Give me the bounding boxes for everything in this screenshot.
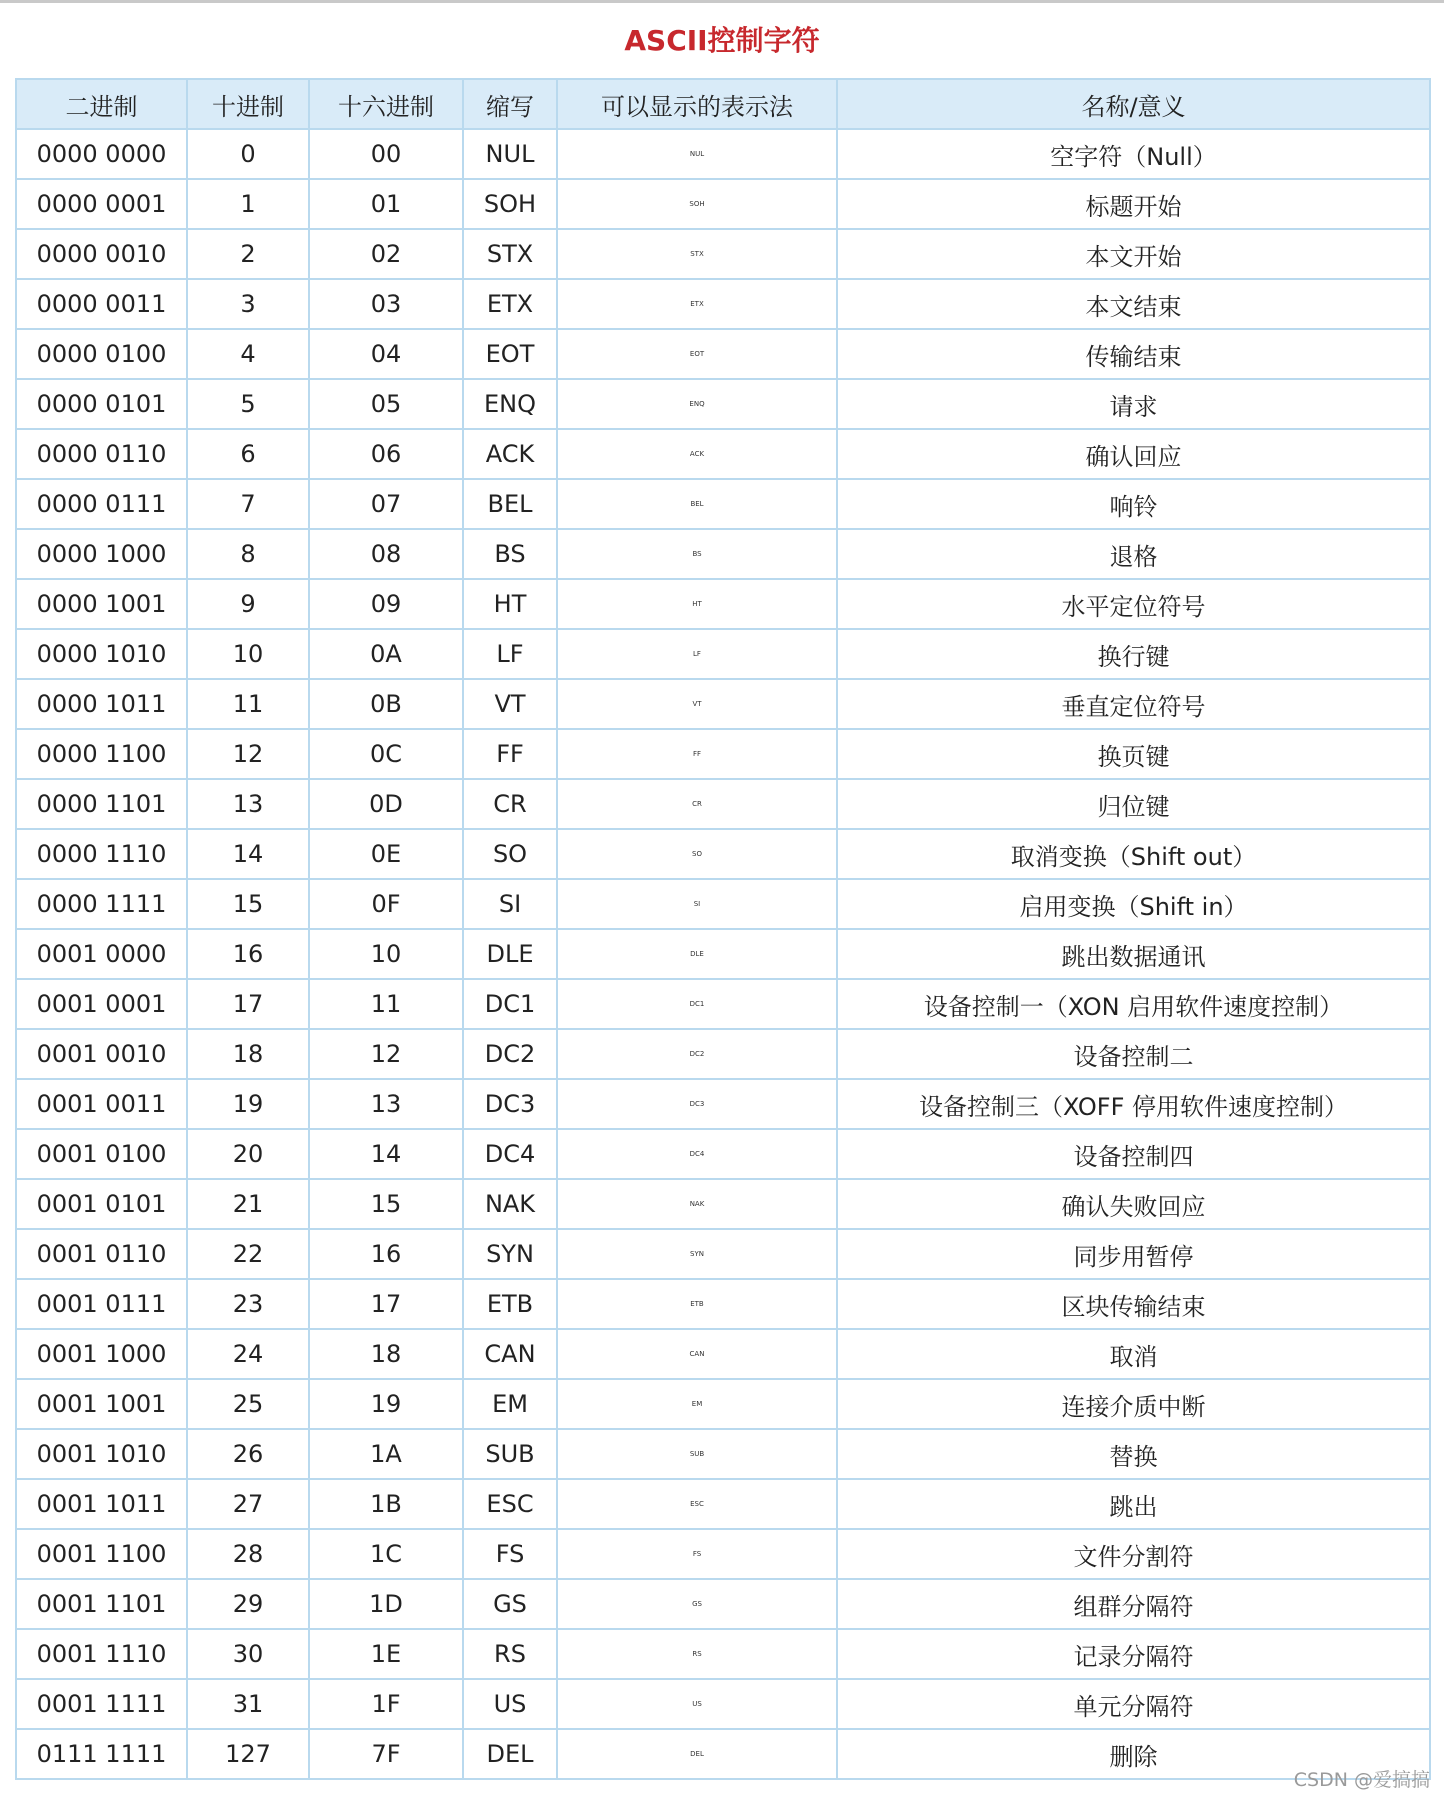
cell-meaning: 换页键 bbox=[837, 729, 1430, 779]
cell-decimal: 24 bbox=[187, 1329, 309, 1379]
cell-decimal: 14 bbox=[187, 829, 309, 879]
table-row bbox=[16, 1579, 1430, 1629]
cell-hex: 0F bbox=[309, 879, 463, 929]
cell-binary: 0000 0100 bbox=[16, 329, 187, 379]
page-title: ASCII控制字符 bbox=[624, 24, 820, 57]
table-row bbox=[16, 929, 1430, 979]
table-row bbox=[16, 229, 1430, 279]
cell-meaning: 同步用暂停 bbox=[837, 1229, 1430, 1279]
cell-abbreviation: GS bbox=[463, 1579, 557, 1629]
cell-meaning: 请求 bbox=[837, 379, 1430, 429]
table-row bbox=[16, 129, 1430, 179]
cell-abbreviation: LF bbox=[463, 629, 557, 679]
cell-binary: 0000 0011 bbox=[16, 279, 187, 329]
cell-binary: 0000 1110 bbox=[16, 829, 187, 879]
cell-abbreviation: BS bbox=[463, 529, 557, 579]
table-row bbox=[16, 879, 1430, 929]
table-row bbox=[16, 1279, 1430, 1329]
cell-display-glyph: DC1 bbox=[557, 979, 837, 1029]
table-row bbox=[16, 279, 1430, 329]
cell-decimal: 0 bbox=[187, 129, 309, 179]
column-header-decimal: 十进制 bbox=[187, 79, 309, 129]
cell-abbreviation: NUL bbox=[463, 129, 557, 179]
cell-meaning: 设备控制一（XON 启用软件速度控制） bbox=[837, 979, 1430, 1029]
cell-hex: 04 bbox=[309, 329, 463, 379]
cell-abbreviation: DC4 bbox=[463, 1129, 557, 1179]
cell-binary: 0000 0010 bbox=[16, 229, 187, 279]
cell-display-glyph: NAK bbox=[557, 1179, 837, 1229]
cell-hex: 18 bbox=[309, 1329, 463, 1379]
cell-display-glyph: US bbox=[557, 1679, 837, 1729]
cell-hex: 06 bbox=[309, 429, 463, 479]
cell-abbreviation: EM bbox=[463, 1379, 557, 1429]
cell-decimal: 7 bbox=[187, 479, 309, 529]
cell-decimal: 22 bbox=[187, 1229, 309, 1279]
cell-binary: 0001 1101 bbox=[16, 1579, 187, 1629]
cell-display-glyph: SYN bbox=[557, 1229, 837, 1279]
table-row bbox=[16, 1479, 1430, 1529]
cell-hex: 10 bbox=[309, 929, 463, 979]
cell-abbreviation: DC3 bbox=[463, 1079, 557, 1129]
cell-meaning: 确认失败回应 bbox=[837, 1179, 1430, 1229]
cell-binary: 0000 1111 bbox=[16, 879, 187, 929]
cell-decimal: 19 bbox=[187, 1079, 309, 1129]
cell-hex: 11 bbox=[309, 979, 463, 1029]
column-header-hex: 十六进制 bbox=[309, 79, 463, 129]
table-row bbox=[16, 629, 1430, 679]
cell-display-glyph: SUB bbox=[557, 1429, 837, 1479]
header-row bbox=[16, 79, 1430, 129]
cell-binary: 0001 1111 bbox=[16, 1679, 187, 1729]
cell-abbreviation: BEL bbox=[463, 479, 557, 529]
cell-abbreviation: NAK bbox=[463, 1179, 557, 1229]
cell-hex: 14 bbox=[309, 1129, 463, 1179]
cell-display-glyph: ETB bbox=[557, 1279, 837, 1329]
table-row bbox=[16, 1679, 1430, 1729]
cell-meaning: 换行键 bbox=[837, 629, 1430, 679]
cell-decimal: 15 bbox=[187, 879, 309, 929]
table-header bbox=[16, 79, 1430, 129]
cell-display-glyph: ETX bbox=[557, 279, 837, 329]
cell-hex: 0E bbox=[309, 829, 463, 879]
cell-abbreviation: HT bbox=[463, 579, 557, 629]
cell-hex: 09 bbox=[309, 579, 463, 629]
cell-abbreviation: ACK bbox=[463, 429, 557, 479]
cell-binary: 0000 1101 bbox=[16, 779, 187, 829]
cell-decimal: 20 bbox=[187, 1129, 309, 1179]
cell-display-glyph: SOH bbox=[557, 179, 837, 229]
cell-decimal: 23 bbox=[187, 1279, 309, 1329]
cell-hex: 0B bbox=[309, 679, 463, 729]
cell-display-glyph: FF bbox=[557, 729, 837, 779]
table-row bbox=[16, 529, 1430, 579]
cell-hex: 1E bbox=[309, 1629, 463, 1679]
cell-hex: 7F bbox=[309, 1729, 463, 1779]
cell-decimal: 13 bbox=[187, 779, 309, 829]
table-row bbox=[16, 179, 1430, 229]
cell-abbreviation: VT bbox=[463, 679, 557, 729]
cell-meaning: 区块传输结束 bbox=[837, 1279, 1430, 1329]
table-row bbox=[16, 1079, 1430, 1129]
cell-meaning: 退格 bbox=[837, 529, 1430, 579]
cell-hex: 05 bbox=[309, 379, 463, 429]
cell-hex: 03 bbox=[309, 279, 463, 329]
table-row bbox=[16, 1329, 1430, 1379]
cell-abbreviation: DC1 bbox=[463, 979, 557, 1029]
column-header-meaning: 名称/意义 bbox=[837, 79, 1430, 129]
cell-hex: 1F bbox=[309, 1679, 463, 1729]
cell-meaning: 连接介质中断 bbox=[837, 1379, 1430, 1429]
cell-meaning: 空字符（Null） bbox=[837, 129, 1430, 179]
cell-decimal: 28 bbox=[187, 1529, 309, 1579]
cell-meaning: 组群分隔符 bbox=[837, 1579, 1430, 1629]
cell-hex: 13 bbox=[309, 1079, 463, 1129]
cell-binary: 0001 1010 bbox=[16, 1429, 187, 1479]
cell-abbreviation: US bbox=[463, 1679, 557, 1729]
cell-decimal: 8 bbox=[187, 529, 309, 579]
cell-hex: 0D bbox=[309, 779, 463, 829]
cell-decimal: 2 bbox=[187, 229, 309, 279]
cell-decimal: 127 bbox=[187, 1729, 309, 1779]
cell-abbreviation: DEL bbox=[463, 1729, 557, 1779]
cell-decimal: 9 bbox=[187, 579, 309, 629]
cell-meaning: 传输结束 bbox=[837, 329, 1430, 379]
cell-decimal: 21 bbox=[187, 1179, 309, 1229]
cell-display-glyph: EM bbox=[557, 1379, 837, 1429]
cell-abbreviation: DLE bbox=[463, 929, 557, 979]
cell-binary: 0000 1011 bbox=[16, 679, 187, 729]
column-header-display: 可以显示的表示法 bbox=[557, 79, 837, 129]
cell-hex: 15 bbox=[309, 1179, 463, 1229]
ascii-control-table bbox=[15, 78, 1431, 1780]
cell-meaning: 确认回应 bbox=[837, 429, 1430, 479]
cell-binary: 0001 0100 bbox=[16, 1129, 187, 1179]
cell-display-glyph: VT bbox=[557, 679, 837, 729]
cell-meaning: 文件分割符 bbox=[837, 1529, 1430, 1579]
cell-display-glyph: DC4 bbox=[557, 1129, 837, 1179]
cell-meaning: 设备控制二 bbox=[837, 1029, 1430, 1079]
top-divider bbox=[0, 0, 1444, 3]
table-row bbox=[16, 1379, 1430, 1429]
cell-display-glyph: ACK bbox=[557, 429, 837, 479]
cell-meaning: 跳出 bbox=[837, 1479, 1430, 1529]
cell-hex: 17 bbox=[309, 1279, 463, 1329]
cell-display-glyph: RS bbox=[557, 1629, 837, 1679]
cell-decimal: 4 bbox=[187, 329, 309, 379]
table-row bbox=[16, 1179, 1430, 1229]
cell-abbreviation: SOH bbox=[463, 179, 557, 229]
table-row bbox=[16, 1729, 1430, 1779]
cell-meaning: 垂直定位符号 bbox=[837, 679, 1430, 729]
cell-abbreviation: SO bbox=[463, 829, 557, 879]
cell-decimal: 27 bbox=[187, 1479, 309, 1529]
cell-binary: 0001 1000 bbox=[16, 1329, 187, 1379]
cell-hex: 0C bbox=[309, 729, 463, 779]
table-row bbox=[16, 429, 1430, 479]
table-row bbox=[16, 1229, 1430, 1279]
cell-binary: 0000 1010 bbox=[16, 629, 187, 679]
cell-meaning: 取消 bbox=[837, 1329, 1430, 1379]
cell-abbreviation: SUB bbox=[463, 1429, 557, 1479]
cell-display-glyph: EOT bbox=[557, 329, 837, 379]
table-row bbox=[16, 1029, 1430, 1079]
cell-hex: 1C bbox=[309, 1529, 463, 1579]
cell-binary: 0000 1100 bbox=[16, 729, 187, 779]
cell-binary: 0001 1100 bbox=[16, 1529, 187, 1579]
cell-decimal: 11 bbox=[187, 679, 309, 729]
cell-abbreviation: CR bbox=[463, 779, 557, 829]
cell-binary: 0000 1001 bbox=[16, 579, 187, 629]
cell-binary: 0000 0110 bbox=[16, 429, 187, 479]
cell-decimal: 12 bbox=[187, 729, 309, 779]
cell-binary: 0001 1001 bbox=[16, 1379, 187, 1429]
cell-display-glyph: FS bbox=[557, 1529, 837, 1579]
table-row bbox=[16, 579, 1430, 629]
cell-meaning: 归位键 bbox=[837, 779, 1430, 829]
cell-abbreviation: STX bbox=[463, 229, 557, 279]
cell-meaning: 取消变换（Shift out） bbox=[837, 829, 1430, 879]
table-row bbox=[16, 379, 1430, 429]
cell-binary: 0001 1110 bbox=[16, 1629, 187, 1679]
cell-decimal: 5 bbox=[187, 379, 309, 429]
cell-binary: 0001 0001 bbox=[16, 979, 187, 1029]
cell-display-glyph: BEL bbox=[557, 479, 837, 529]
cell-meaning: 设备控制四 bbox=[837, 1129, 1430, 1179]
cell-binary: 0001 1011 bbox=[16, 1479, 187, 1529]
cell-binary: 0001 0101 bbox=[16, 1179, 187, 1229]
cell-abbreviation: SYN bbox=[463, 1229, 557, 1279]
cell-abbreviation: FF bbox=[463, 729, 557, 779]
cell-hex: 16 bbox=[309, 1229, 463, 1279]
cell-decimal: 17 bbox=[187, 979, 309, 1029]
cell-decimal: 16 bbox=[187, 929, 309, 979]
cell-binary: 0000 0000 bbox=[16, 129, 187, 179]
cell-hex: 00 bbox=[309, 129, 463, 179]
cell-decimal: 31 bbox=[187, 1679, 309, 1729]
cell-hex: 07 bbox=[309, 479, 463, 529]
watermark-text: CSDN @爱搞搞 bbox=[1293, 1769, 1430, 1791]
cell-display-glyph: BS bbox=[557, 529, 837, 579]
cell-meaning: 替换 bbox=[837, 1429, 1430, 1479]
cell-display-glyph: STX bbox=[557, 229, 837, 279]
cell-decimal: 10 bbox=[187, 629, 309, 679]
cell-hex: 1D bbox=[309, 1579, 463, 1629]
table-row bbox=[16, 1629, 1430, 1679]
cell-hex: 1B bbox=[309, 1479, 463, 1529]
cell-display-glyph: LF bbox=[557, 629, 837, 679]
cell-binary: 0111 1111 bbox=[16, 1729, 187, 1779]
cell-hex: 02 bbox=[309, 229, 463, 279]
cell-abbreviation: FS bbox=[463, 1529, 557, 1579]
table-body bbox=[16, 129, 1430, 1779]
cell-decimal: 30 bbox=[187, 1629, 309, 1679]
cell-meaning: 本文结束 bbox=[837, 279, 1430, 329]
table-row bbox=[16, 979, 1430, 1029]
cell-display-glyph: GS bbox=[557, 1579, 837, 1629]
cell-meaning: 水平定位符号 bbox=[837, 579, 1430, 629]
cell-display-glyph: DC2 bbox=[557, 1029, 837, 1079]
cell-abbreviation: SI bbox=[463, 879, 557, 929]
cell-display-glyph: ENQ bbox=[557, 379, 837, 429]
cell-display-glyph: NUL bbox=[557, 129, 837, 179]
cell-hex: 1A bbox=[309, 1429, 463, 1479]
column-header-abbreviation: 缩写 bbox=[463, 79, 557, 129]
cell-display-glyph: DC3 bbox=[557, 1079, 837, 1129]
cell-abbreviation: ETB bbox=[463, 1279, 557, 1329]
table-row bbox=[16, 829, 1430, 879]
cell-display-glyph: CAN bbox=[557, 1329, 837, 1379]
cell-meaning: 删除 bbox=[837, 1729, 1430, 1779]
cell-display-glyph: SI bbox=[557, 879, 837, 929]
cell-binary: 0000 0001 bbox=[16, 179, 187, 229]
table-row bbox=[16, 779, 1430, 829]
cell-decimal: 25 bbox=[187, 1379, 309, 1429]
cell-meaning: 记录分隔符 bbox=[837, 1629, 1430, 1679]
cell-hex: 19 bbox=[309, 1379, 463, 1429]
cell-display-glyph: DLE bbox=[557, 929, 837, 979]
cell-decimal: 18 bbox=[187, 1029, 309, 1079]
cell-abbreviation: CAN bbox=[463, 1329, 557, 1379]
cell-decimal: 26 bbox=[187, 1429, 309, 1479]
cell-meaning: 标题开始 bbox=[837, 179, 1430, 229]
table-row bbox=[16, 1129, 1430, 1179]
table-row bbox=[16, 729, 1430, 779]
cell-abbreviation: ETX bbox=[463, 279, 557, 329]
cell-hex: 0A bbox=[309, 629, 463, 679]
cell-binary: 0000 0101 bbox=[16, 379, 187, 429]
cell-abbreviation: EOT bbox=[463, 329, 557, 379]
cell-binary: 0001 0111 bbox=[16, 1279, 187, 1329]
cell-binary: 0001 0000 bbox=[16, 929, 187, 979]
cell-meaning: 跳出数据通讯 bbox=[837, 929, 1430, 979]
cell-abbreviation: ENQ bbox=[463, 379, 557, 429]
cell-binary: 0001 0011 bbox=[16, 1079, 187, 1129]
cell-binary: 0001 0010 bbox=[16, 1029, 187, 1079]
table-row bbox=[16, 679, 1430, 729]
cell-meaning: 本文开始 bbox=[837, 229, 1430, 279]
cell-hex: 01 bbox=[309, 179, 463, 229]
column-header-binary: 二进制 bbox=[16, 79, 187, 129]
cell-decimal: 29 bbox=[187, 1579, 309, 1629]
cell-abbreviation: RS bbox=[463, 1629, 557, 1679]
cell-decimal: 1 bbox=[187, 179, 309, 229]
table-row bbox=[16, 1529, 1430, 1579]
cell-binary: 0000 0111 bbox=[16, 479, 187, 529]
cell-hex: 12 bbox=[309, 1029, 463, 1079]
cell-display-glyph: ESC bbox=[557, 1479, 837, 1529]
cell-decimal: 3 bbox=[187, 279, 309, 329]
cell-meaning: 启用变换（Shift in） bbox=[837, 879, 1430, 929]
cell-display-glyph: CR bbox=[557, 779, 837, 829]
cell-abbreviation: ESC bbox=[463, 1479, 557, 1529]
cell-binary: 0001 0110 bbox=[16, 1229, 187, 1279]
cell-hex: 08 bbox=[309, 529, 463, 579]
table-row bbox=[16, 329, 1430, 379]
cell-abbreviation: DC2 bbox=[463, 1029, 557, 1079]
cell-binary: 0000 1000 bbox=[16, 529, 187, 579]
cell-display-glyph: SO bbox=[557, 829, 837, 879]
cell-meaning: 设备控制三（XOFF 停用软件速度控制） bbox=[837, 1079, 1430, 1129]
table-row bbox=[16, 1429, 1430, 1479]
cell-meaning: 单元分隔符 bbox=[837, 1679, 1430, 1729]
cell-display-glyph: HT bbox=[557, 579, 837, 629]
cell-meaning: 响铃 bbox=[837, 479, 1430, 529]
cell-decimal: 6 bbox=[187, 429, 309, 479]
cell-display-glyph: DEL bbox=[557, 1729, 837, 1779]
table-row bbox=[16, 479, 1430, 529]
